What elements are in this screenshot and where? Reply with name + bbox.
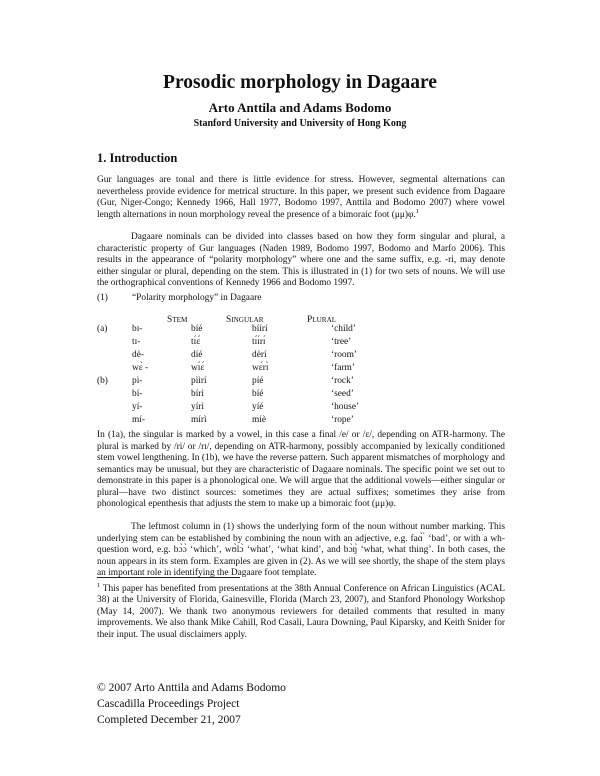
example-label: (1) [97, 293, 108, 303]
footnote-text: This paper has benefited from presentations at the 38th Annual Conference on African Linguistics (ACAL 38) at the University of Florida, Gainesville, Florida (March 23, 2007), and Stanford Phonology Workshop (May 14, 2007). We thank two anonymous reviewers for detailed comments that resulted in many improvements. We also thank Mike Cahill, Rod Casali, Laura Downing, Paul Kiparsky, and Keith Snider for their input. The usual disclaimers apply. [97, 584, 505, 640]
gloss-cell: ‘seed’ [331, 389, 354, 400]
column-header-singular: SINGULAR [226, 315, 264, 325]
example-row [97, 322, 391, 335]
example-row [97, 401, 391, 414]
completion-date-line: Completed December 21, 2007 [97, 714, 241, 726]
plural-cell: tɪ́ɪ́rɪ́ [252, 336, 266, 347]
set-label: (b) [97, 375, 108, 386]
plural-cell: bíé [252, 389, 264, 400]
set-label [97, 414, 132, 427]
stem-cell: bɪ- [132, 323, 143, 334]
paper-title: Prosodic morphology in Dagaare [163, 72, 437, 93]
gloss-cell: ‘house’ [331, 402, 360, 413]
gloss-cell: ‘child’ [331, 323, 356, 334]
set-label: (a) [97, 323, 108, 334]
singular-cell: mírì [191, 415, 207, 426]
paper-affiliation: Stanford University and University of Hong Kong [193, 118, 407, 129]
stem-cell: wɛ̀ - [132, 362, 149, 373]
plural-cell: yíé [252, 402, 264, 413]
singular-cell: pììrí [191, 375, 207, 386]
intro-paragraph-1-text: Gur languages are tonal and there is little evidence for stress. However, segmental alternations can nevertheless provide evidence for metrical structure. In this paper, we present such evidence from Dagaare (Gur, Niger-Congo; Kennedy 1966, Hall 1977, Bodomo 1997, Anttila and Bodomo 2007) where vowel length alternations in noun morphology reveal the presence of a bimoraic foot (μμ)φ. [97, 175, 505, 220]
set-label [97, 401, 132, 414]
column-header-stem: STEM [167, 315, 188, 325]
stem-cell: dè- [132, 349, 144, 360]
plural-cell: bíírí [252, 323, 268, 334]
column-header-plural: PLURAL [307, 315, 337, 325]
set-label [97, 348, 132, 361]
copyright-line: © 2007 Arto Anttila and Adams Bodomo [97, 682, 286, 694]
set-label [97, 387, 132, 400]
set-label [97, 335, 132, 348]
footnote-reference[interactable]: 1 [415, 207, 419, 215]
paragraph-4: The leftmost column in (1) shows the underlying form of the noun without number marking. This underlying stem can be established by combining the noun with an adjective, e.g. faɑ̀ ̀ ‘bad’, or with a wh-question word, e.g. bɔ̀ɔ̀ ‘which’, wʊ̀lɔ̀ ‘what’, ‘what kind’, and bɔ̀ŋ̀ ‘what, what thing’. In both cases, the noun appears in its stem form. Examples are given in (2). As we will see shortly, the shape of the stem plays an important role in identifying the Dagaare foot template. [97, 522, 505, 578]
stem-cell: mí- [132, 415, 146, 426]
stem-cell: tɪ- [132, 336, 141, 347]
example-row [97, 348, 391, 361]
example-row [97, 387, 391, 400]
plural-cell: wɛ́rɪ̀ [252, 362, 269, 373]
intro-paragraph-1 [97, 175, 505, 221]
set-label [97, 361, 132, 374]
polarity-morphology-table [97, 322, 391, 427]
paragraph-3: In (1a), the singular is marked by a vowel, in this case a final /e/ or /ɛ/, depending on ATR-harmony. The plural is marked by /ri/ or /rɪ/, depending on ATR-harmony, possibly accompanied by lexically conditioned stem vowel lengthening. In (1b), we have the reverse pattern. Such apparent mismatches of morphology and semantics may be unusual, but they are characteristic of Dagaare nominals. The specific point we set out to demonstrate in this paper is a phonological one. We will argue that the additional vowels—either singular or plural—have two distinct sources: sometimes they are actual suffixes; sometimes they arise from phonological epenthesis that adjusts the stem to make up a bimoraic foot (μμ)φ. [97, 430, 505, 509]
example-row [97, 335, 391, 348]
footnote [97, 581, 505, 641]
singular-cell: tɪ́ɛ́ [191, 336, 201, 347]
paper-authors: Arto Anttila and Adams Bodomo [208, 100, 392, 115]
stem-cell: bí- [132, 389, 143, 400]
gloss-cell: ‘tree’ [331, 336, 352, 347]
publisher-line: Cascadilla Proceedings Project [97, 698, 240, 710]
intro-paragraph-2: Dagaare nominals can be divided into classes based on how they form singular and plural, a characteristic property of Gur languages (Naden 1989, Bodomo 1997, Bodomo and Marfo 2006). This results in the appearance of “polarity morphology” where one and the same suffix, e.g. -ri, may denote either singular or plural, depending on the stem. This is illustrated in (1) for two sets of nouns. We will use the orthographical conventions of Kennedy 1966 and Bodomo 1997. [97, 232, 505, 288]
example-row [97, 414, 391, 427]
stem-cell: yí- [132, 402, 143, 413]
plural-cell: míè [252, 415, 267, 426]
polarity-morphology-rows [97, 322, 391, 427]
singular-cell: wɪ́ɛ́ [191, 362, 205, 373]
footnote-mark: 1 [97, 581, 101, 589]
singular-cell: bírì [191, 389, 205, 400]
gloss-cell: ‘rope’ [331, 415, 354, 426]
singular-cell: díé [191, 349, 203, 360]
example-title: “Polarity morphology” in Dagaare [132, 293, 262, 303]
plural-cell: píé [252, 375, 264, 386]
plural-cell: dèrí [252, 349, 267, 360]
gloss-cell: ‘room’ [331, 349, 358, 360]
footnote-divider [97, 577, 240, 578]
stem-cell: pì- [132, 375, 143, 386]
section-heading: 1. Introduction [97, 151, 178, 165]
example-row [97, 374, 391, 387]
example-row [97, 361, 391, 374]
gloss-cell: ‘farm’ [331, 362, 355, 373]
singular-cell: bíé [191, 323, 203, 334]
singular-cell: yírì [191, 402, 205, 413]
gloss-cell: ‘rock’ [331, 375, 354, 386]
